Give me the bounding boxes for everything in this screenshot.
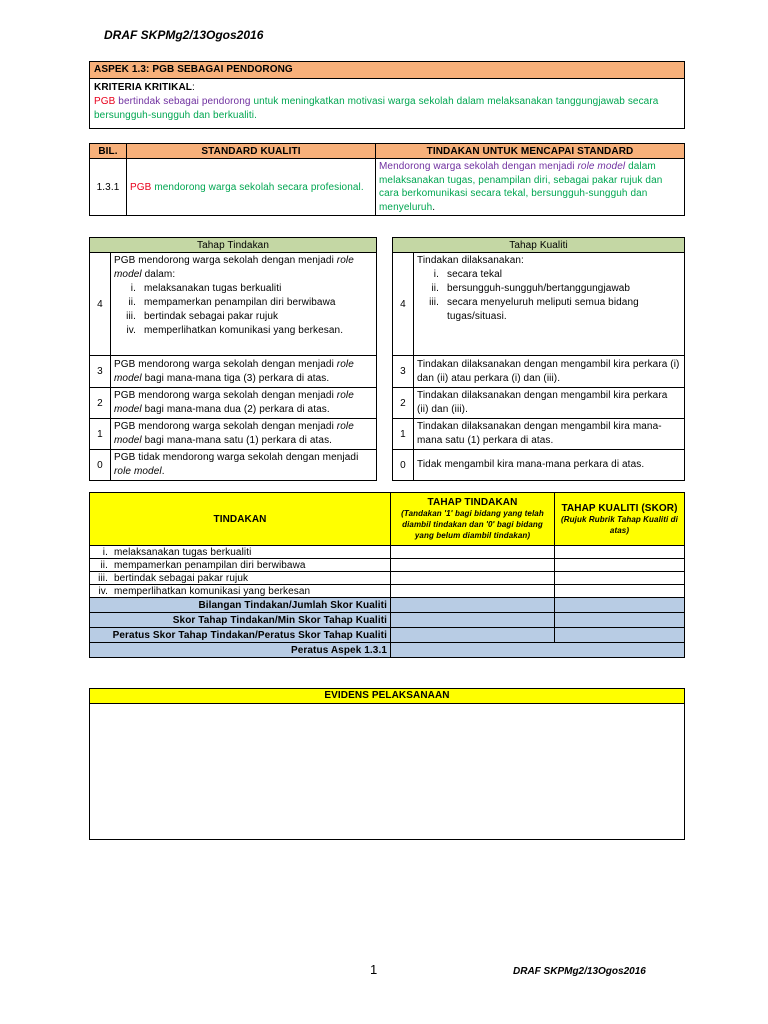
kriteria-colon: : <box>192 82 195 93</box>
evidens-title: EVIDENS PELAKSANAAN <box>90 689 684 704</box>
tt-text2: dalam: <box>141 269 176 280</box>
summary-label: Peratus Skor Tahap Tindakan/Peratus Skor Tahap Kualiti <box>90 628 391 643</box>
tindakan-text2: dalam melaksanakan tugas, penampilan diri, sebagai pakar rujuk dan cara berkomunikasi secara tekal, bersungguh-sungguh dan menyeluruh <box>379 161 663 213</box>
tk-text: Tindakan dilaksanakan dengan mengambil kira perkara (ii) dan (iii). <box>414 388 685 419</box>
col-tahap-tindakan-label: TAHAP TINDAKAN <box>427 497 518 508</box>
summary-tindakan-value[interactable] <box>391 598 555 613</box>
kriteria-text <box>94 95 680 123</box>
col-tahap-kualiti <box>555 493 685 546</box>
tindakan-standard-cell <box>376 159 685 216</box>
tahap-tindakan-row <box>90 356 377 388</box>
footer-draft: DRAF SKPMg2/13Ogos2016 <box>513 966 646 977</box>
list-item: ii. mempamerkan penampilan diri berwibawa <box>128 297 336 308</box>
tt-level: 4 <box>90 253 111 356</box>
tahap-kualiti-row <box>393 253 685 356</box>
tt-text-cell: PGB mendorong warga sekolah dengan menjadi role model bagi mana-mana dua (2) perkara di atas. <box>111 388 377 419</box>
score-item: i. melaksanakan tugas berkualiti <box>90 546 391 559</box>
score-item: ii. mempamerkan penampilan diri berwibawa <box>90 559 391 572</box>
kriteria-heading <box>94 81 680 95</box>
tt-level: 3 <box>90 356 111 388</box>
tahap-tindakan-row <box>90 419 377 450</box>
table-row <box>90 559 685 572</box>
tahap-tindakan-input[interactable] <box>391 585 555 598</box>
list-item: i. melaksanakan tugas berkualiti <box>130 283 282 294</box>
summary-tindakan-value[interactable] <box>391 613 555 628</box>
standard-text: mendorong warga sekolah secara profesional. <box>154 181 364 193</box>
tt-text1: PGB mendorong warga sekolah dengan menjadi <box>114 255 337 266</box>
summary-kualiti-value[interactable] <box>555 628 685 643</box>
table-row <box>90 546 685 559</box>
tahap-tindakan-row <box>90 450 377 481</box>
tk-level: 2 <box>393 388 414 419</box>
score-table <box>89 492 685 658</box>
tahap-tindakan-input[interactable] <box>391 559 555 572</box>
tk-items <box>417 268 681 324</box>
document-header: DRAF SKPMg2/13Ogos2016 <box>104 28 264 42</box>
tt-text-cell: PGB mendorong warga sekolah dengan menjadi role model bagi mana-mana satu (1) perkara di atas. <box>111 419 377 450</box>
standard-bil: 1.3.1 <box>90 159 127 216</box>
tahap-kualiti-row <box>393 388 685 419</box>
kriteria-label: KRITERIA KRITIKAL <box>94 82 192 93</box>
tk-level: 3 <box>393 356 414 388</box>
tahap-kualiti-table <box>392 237 685 481</box>
tt-text-cell: PGB mendorong warga sekolah dengan menjadi role model bagi mana-mana tiga (3) perkara di atas. <box>111 356 377 388</box>
tt-text-cell <box>111 253 377 356</box>
summary-row <box>90 628 685 643</box>
tahap-kualiti-input[interactable] <box>555 559 685 572</box>
col-tahap-tindakan-note: (Tandakan '1' bagi bidang yang telah diambil tindakan dan '0' bagi bidang yang belum diambil tindakan) <box>401 509 544 540</box>
summary-tindakan-value[interactable] <box>391 628 555 643</box>
summary-row <box>90 643 685 658</box>
tk-level: 0 <box>393 450 414 481</box>
standard-pgb: PGB <box>130 181 152 193</box>
summary-row <box>90 613 685 628</box>
summary-kualiti-value[interactable] <box>555 598 685 613</box>
tahap-kualiti-row <box>393 450 685 481</box>
tahap-tindakan-row <box>90 253 377 356</box>
page-number: 1 <box>370 962 378 977</box>
tahap-kualiti-input[interactable] <box>555 585 685 598</box>
tahap-tindakan-row <box>90 388 377 419</box>
col-tahap-tindakan <box>391 493 555 546</box>
evidens-box <box>89 688 685 840</box>
tahap-tindakan-title: Tahap Tindakan <box>90 238 377 253</box>
tahap-tindakan-input[interactable] <box>391 546 555 559</box>
aspek-title: ASPEK 1.3: PGB SEBAGAI PENDORONG <box>90 62 684 79</box>
evidens-content[interactable] <box>90 704 684 840</box>
list-item: i. secara tekal <box>433 269 503 280</box>
summary-kualiti-value[interactable] <box>555 613 685 628</box>
score-item: iv. memperlihatkan komunikasi yang berkesan <box>90 585 391 598</box>
standard-table <box>89 143 685 216</box>
aspek-box <box>89 61 685 129</box>
summary-label: Peratus Aspek 1.3.1 <box>90 643 391 658</box>
summary-label: Skor Tahap Tindakan/Min Skor Tahap Kualiti <box>90 613 391 628</box>
tahap-kualiti-title: Tahap Kualiti <box>393 238 685 253</box>
tt-level: 0 <box>90 450 111 481</box>
tt-text-cell: PGB tidak mendorong warga sekolah dengan menjadi role model. <box>111 450 377 481</box>
kriteria-part2: untuk meningkatkan motivasi warga sekolah dalam melaksanakan tanggungjawab secara bersungguh-sungguh dan berkualiti. <box>94 96 659 121</box>
tahap-kualiti-input[interactable] <box>555 572 685 585</box>
tk-level: 1 <box>393 419 414 450</box>
tk-level: 4 <box>393 253 414 356</box>
score-item: iii. bertindak sebagai pakar rujuk <box>90 572 391 585</box>
tt-italic: role model <box>114 255 354 280</box>
tahap-kualiti-row <box>393 419 685 450</box>
peratus-aspek-value[interactable] <box>391 643 685 658</box>
tindakan-italic: role model <box>577 161 626 172</box>
kriteria-pgb: PGB <box>94 96 116 107</box>
tahap-tindakan-table <box>89 237 377 481</box>
tk-text-cell <box>414 253 685 356</box>
col-tahap-kualiti-note: (Rujuk Rubrik Tahap Kualiti di atas) <box>561 514 678 535</box>
tahap-kualiti-input[interactable] <box>555 546 685 559</box>
list-item: ii. bersungguh-sungguh/bertanggungjawab <box>431 283 631 294</box>
table-row <box>90 572 685 585</box>
summary-row <box>90 598 685 613</box>
col-tindakan: TINDAKAN <box>90 493 391 546</box>
col-bil: BIL. <box>90 144 127 159</box>
tindakan-text1: Mendorong warga sekolah dengan menjadi <box>379 161 578 172</box>
table-row <box>90 585 685 598</box>
tk-text: Tidak mengambil kira mana-mana perkara di atas. <box>414 450 685 481</box>
tt-items <box>114 282 373 338</box>
tahap-tindakan-input[interactable] <box>391 572 555 585</box>
standard-text-cell <box>127 159 376 216</box>
tk-text: Tindakan dilaksanakan dengan mengambil kira perkara (i) dan (ii) atau perkara (i) dan (iii). <box>414 356 685 388</box>
list-item: iv. memperlihatkan komunikasi yang berkesan. <box>126 325 344 336</box>
col-tindakan-standard: TINDAKAN UNTUK MENCAPAI STANDARD <box>376 144 685 159</box>
list-item: iii. secara menyeluruh meliputi semua bidang tugas/situasi. <box>429 297 639 322</box>
tt-level: 1 <box>90 419 111 450</box>
summary-label: Bilangan Tindakan/Jumlah Skor Kualiti <box>90 598 391 613</box>
tk-text: Tindakan dilaksanakan dengan mengambil kira mana-mana satu (1) perkara di atas. <box>414 419 685 450</box>
kriteria-part1: bertindak sebagai pendorong <box>115 96 254 107</box>
tk-text: Tindakan dilaksanakan: <box>417 255 524 266</box>
col-tahap-kualiti-label: TAHAP KUALITI (SKOR) <box>561 502 678 514</box>
tahap-kualiti-row <box>393 356 685 388</box>
tt-level: 2 <box>90 388 111 419</box>
list-item: iii. bertindak sebagai pakar rujuk <box>126 311 279 322</box>
kriteria-section <box>90 79 684 125</box>
tindakan-dot: . <box>432 201 436 213</box>
col-standard: STANDARD KUALITI <box>127 144 376 159</box>
